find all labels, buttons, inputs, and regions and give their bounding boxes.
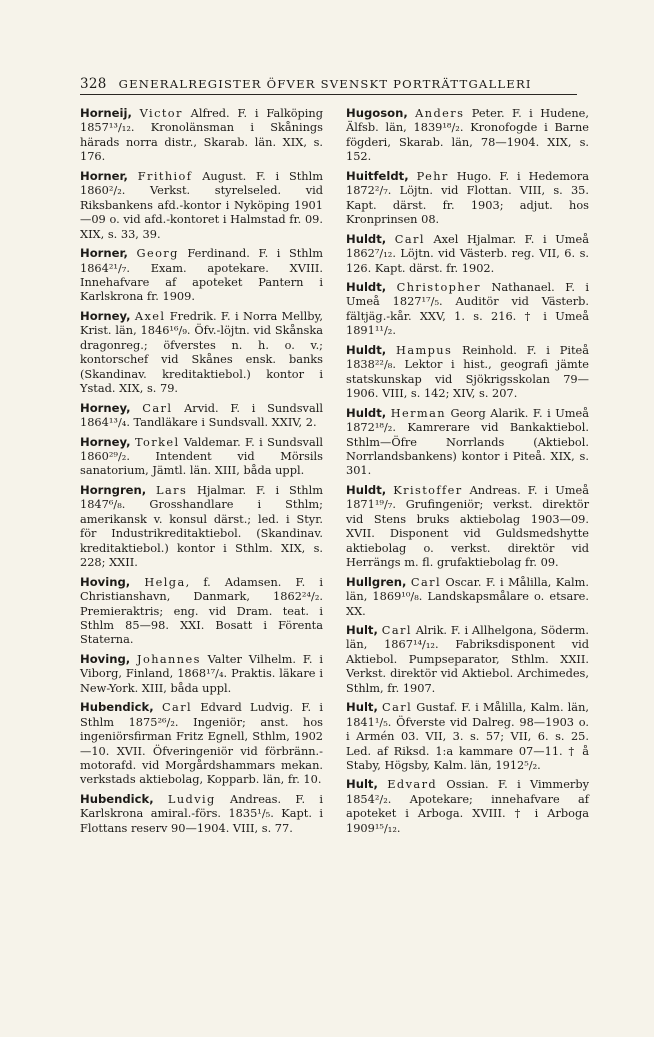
register-entry <box>346 106 589 164</box>
entry-surname: Huldt, <box>346 279 387 294</box>
register-entry <box>80 246 323 304</box>
entry-surname: Horney, <box>80 400 131 415</box>
register-entry <box>346 777 589 835</box>
entry-given-name: Victor <box>139 106 183 120</box>
entry-given-name: Anders <box>415 106 465 120</box>
entry-details: Oscar. F. i Målilla, Kalm. län, 1869¹⁰/₈. Landskapsmålare o. etsare. XX. <box>346 574 589 618</box>
entry-surname: Hubendick, <box>80 700 154 715</box>
register-entry <box>346 483 589 570</box>
entry-given-name: Carl <box>410 574 441 589</box>
entry-given-name: Hampus <box>396 342 453 357</box>
entry-details: Peter. F. i Hudene, Älfsb. län, 1839¹⁸/₂. Kronofogde i Barne fögderi, Skarab. län, 78—1904. XIX, s. 152. <box>346 106 589 164</box>
header-rule <box>80 94 577 95</box>
register-entry <box>346 623 589 695</box>
entry-given-name: Kristoffer <box>393 482 463 497</box>
entry-given-name: Herman <box>390 405 446 420</box>
entry-details: Hjalmar. F. i Sthlm 1847⁶/₈. Grosshandlare i Sthlm; amerikansk v. konsul därst.; led. i Styr. för Industrikreditaktiebol. (Skandinav. kreditaktiebol.) kontor i Sthlm. XIX, s. 228; XXII. <box>80 482 323 570</box>
entry-surname: Horneij, <box>80 106 132 120</box>
register-entry <box>80 106 323 164</box>
entry-details: Reinhold. F. i Piteå 1838²²/₈. Lektor i hist., geografi jämte statskunskap vid Sjökrigsskolan 79—1906. VIII, s. 142; XIV, s. 207. <box>346 342 590 401</box>
register-entry <box>80 652 323 695</box>
entry-details: Edvard Ludvig. F. i Sthlm 1875²⁶/₂. Ingeniör; anst. hos ingeniörsfirman Fritz Egnell, Sthlm, 1902—10. XVII. Öfveringeniör vid förbränn.-motorafd. vid Morgårdshammars mekan. verkstads aktiebolag, Kopparb. län, fr. 10. <box>80 700 323 787</box>
register-entry <box>80 575 323 647</box>
entry-given-name: Christopher <box>396 279 481 294</box>
register-entry <box>80 169 323 241</box>
entry-details: Georg Alarik. F. i Umeå 1872¹⁸/₂. Kamrerare vid Bankaktiebol. Sthlm—Öfre Norrlands (Aktiebol. Norrlandsbankens) kontor i Piteå. XIX, s. 301. <box>346 405 590 478</box>
page-number: 328 <box>80 76 107 92</box>
entry-details: August. F. i Sthlm 1860²/₂. Verkst. styrelseled. vid Riksbankens afd.-kontor i Nyköping 1901—09 o. vid afd.-kontoret i Halmstad fr. 09. XIX, s. 33, 39. <box>80 168 323 241</box>
register-entry <box>346 575 589 618</box>
register-entry <box>346 280 589 338</box>
register-entry <box>346 700 589 772</box>
entry-given-name: Carl <box>381 622 412 637</box>
entry-surname: Hoving, <box>80 574 131 589</box>
entry-details: Fredrik. F. i Norra Mellby, Krist. län, 1846¹⁶/₉. Öfv.-löjtn. vid Skånska dragonreg.; öfverstes n. h. o. v.; kontorschef vid Skånes ensk. banks (Skandinav. kreditaktiebol.) kontor i Ystad. XIX, s. 79. <box>80 308 323 396</box>
entry-details: Hugo. F. i Hedemora 1872²/₇. Löjtn. vid Flottan. VIII, s. 35. Kapt. därst. fr. 1903; adjut. hos Kronprinsen 08. <box>346 168 589 227</box>
entry-given-name: Ludvig <box>167 791 216 806</box>
entry-surname: Huldt, <box>346 342 387 357</box>
entry-surname: Hubendick, <box>80 791 154 806</box>
entry-surname: Hoving, <box>80 651 131 666</box>
entry-details: Andreas. F. i Umeå 1871¹⁹/₇. Grufingeniör; verkst. direktör vid Stens bruks aktiebolag 1903—09. XVII. Disponent vid Guldsmedshytte aktiebolag o. verkst. direktör vid Herrängs m. fl. grufaktiebolag fr. 09. <box>346 482 589 570</box>
register-entry <box>346 169 589 227</box>
register-entry <box>80 792 323 835</box>
register-entry <box>80 309 323 396</box>
entry-surname: Hullgren, <box>346 574 407 589</box>
entry-details: Alfred. F. i Falköping 1857¹³/₁₂. Kronolänsman i Skånings härads norra distr., Skarab. län. XIX, s. 176. <box>80 106 324 164</box>
entry-given-name: Axel <box>134 308 166 323</box>
entry-details: Arvid. F. i Sundsvall 1864¹³/₄. Tandläkare i Sundsvall. XXIV, 2. <box>80 400 323 430</box>
entry-surname: Huldt, <box>346 482 387 497</box>
left-column <box>80 106 323 840</box>
entry-given-name: Carl <box>161 700 193 715</box>
register-entry <box>346 406 589 478</box>
right-column <box>346 106 589 840</box>
entry-surname: Huitfeldt, <box>346 168 409 183</box>
entry-given-name: Helga <box>144 574 186 589</box>
entry-given-name: Carl <box>382 700 413 715</box>
entry-surname: Horner, <box>80 246 128 261</box>
entry-given-name: Edvard <box>387 777 438 792</box>
entry-surname: Hult, <box>346 700 378 715</box>
entry-given-name: Johannes <box>137 651 201 666</box>
entry-surname: Hult, <box>346 777 378 792</box>
entry-given-name: Carl <box>394 231 425 246</box>
register-entry <box>346 232 589 275</box>
register-entry <box>80 435 323 478</box>
page-header <box>80 76 580 92</box>
entry-surname: Horner, <box>80 168 128 183</box>
entry-details: , f. Adamsen. F. i Christianshavn, Danmark, 1862²⁴/₂. Premieraktris; eng. vid Dram. teat. i Sthlm 85—98. XXI. Bosatt i Förenta Staterna. <box>80 574 324 647</box>
entry-given-name: Pehr <box>416 168 449 183</box>
entry-details: Alrik. F. i Allhelgona, Söderm. län, 1867¹⁴/₁₂. Fabriksdisponent vid Aktiebol. Pumpseparator, Sthlm. XXII. Verkst. direktör vid Aktiebol. Archimedes, Sthlm, fr. 1907. <box>346 622 589 695</box>
entry-details: Valter Vilhelm. F. i Viborg, Finland, 1868¹⁷/₄. Praktis. läkare i New-York. XIII, båda uppl. <box>80 651 323 695</box>
entry-details: Valdemar. F. i Sundsvall 1860²⁹/₂. Intendent vid Mörsils sanatorium, Jämtl. län. XIII, båda uppl. <box>80 434 323 478</box>
entry-given-name: Carl <box>142 400 173 415</box>
entry-given-name: Lars <box>156 482 188 497</box>
entry-details: Gustaf. F. i Målilla, Kalm. län, 1841¹/₅. Öfverste vid Dalreg. 98—1903 o. i Armén 03. VII, 3. s. 57; VII, 6. s. 25. Led. af Riksd. 1:a kammare 07—11. † å Staby, Högsby, Kalm. län, 1912⁵/₂. <box>346 700 589 773</box>
entry-surname: Horngren, <box>80 482 147 497</box>
running-title: GENERALREGISTER ÖFVER SVENSKT PORTRÄTTGALLERI <box>118 77 532 91</box>
register-entry <box>80 401 323 430</box>
entry-surname: Huldt, <box>346 405 387 420</box>
entry-details: Nathanael. F. i Umeå 1827¹⁷/₅. Auditör vid Västerb. fältjäg.-kår. XXV, 1. s. 216. † i Umeå 1891¹¹/₂. <box>346 279 589 338</box>
entry-surname: Hugoson, <box>346 106 408 120</box>
entry-surname: Huldt, <box>346 231 387 246</box>
register-entry <box>346 343 589 401</box>
entry-surname: Horney, <box>80 308 131 323</box>
register-entry <box>80 483 323 570</box>
entry-given-name: Torkel <box>134 434 180 449</box>
entry-given-name: Frithiof <box>137 168 193 183</box>
entry-details: Axel Hjalmar. F. i Umeå 1862⁷/₁₂. Löjtn. vid Västerb. reg. VII, 6. s. 126. Kapt. därst. fr. 1902. <box>346 231 589 275</box>
entry-given-name: Georg <box>136 246 179 261</box>
register-entry <box>80 700 323 787</box>
entry-surname: Horney, <box>80 434 131 449</box>
entry-details: Andreas. F. i Karlskrona amiral.-förs. 1835¹/₅. Kapt. i Flottans reserv 90—1904. VIII, s. 77. <box>80 791 323 835</box>
entry-details: Ossian. F. i Vimmerby 1854²/₂. Apotekare; innehafvare af apoteket i Arboga. XVIII. † i Arboga 1909¹⁵/₁₂. <box>346 777 589 835</box>
entry-details: Ferdinand. F. i Sthlm 1864²¹/₇. Exam. apotekare. XVIII. Innehafvare af apoteket Pantern i Karlskrona fr. 1909. <box>80 246 323 304</box>
entry-surname: Hult, <box>346 622 378 637</box>
